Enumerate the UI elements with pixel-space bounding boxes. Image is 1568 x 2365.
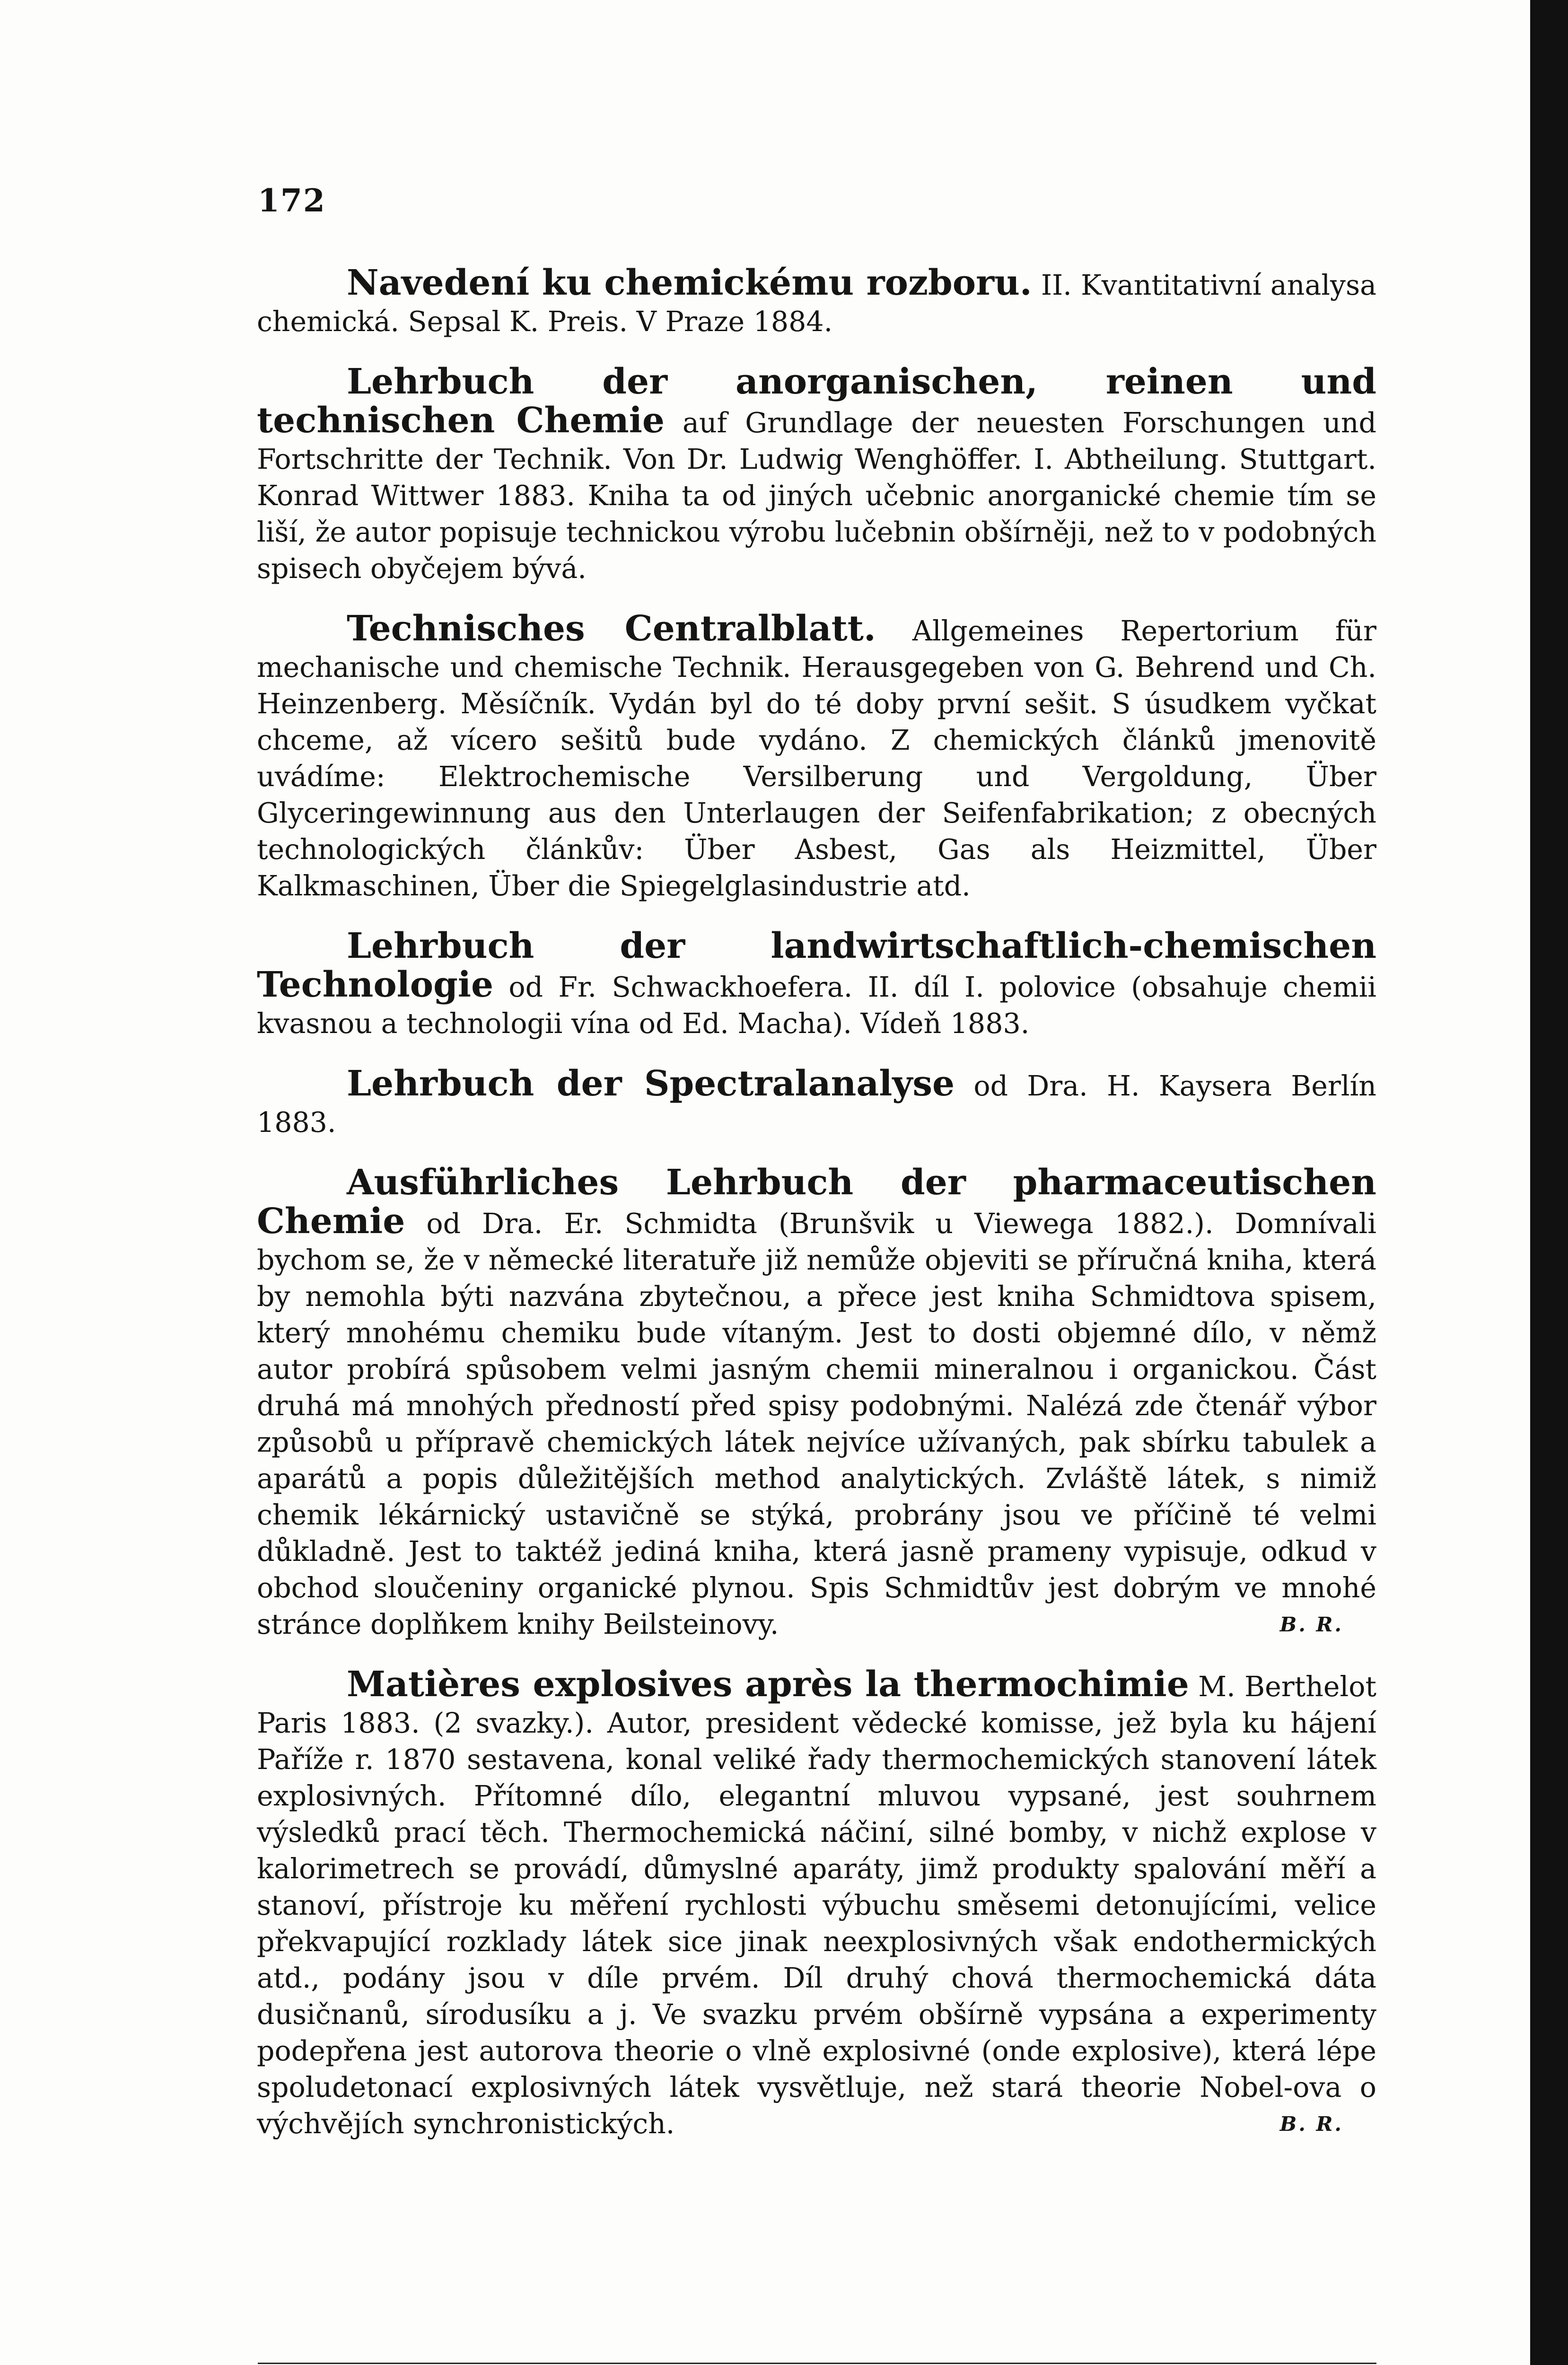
review-entry <box>257 1063 1376 1141</box>
footer-rule <box>258 2363 1376 2364</box>
entry-text: od Dra. Er. Schmidta (Brunšvik u Viewega 1882.). Domnívali bychom se, že v německé literatuře již nemůže objeviti se příručná kniha, která by nemohla býti nazvána zbytečnou, a přece jest kniha Schmidtova spisem, který mnohému chemiku bude vítaným. Jest to dosti objemné dílo, v němž autor probírá spůsobem velmi jasným chemii mineralnou i organickou. Část druhá má mnohých předností před spisy podobnými. Nalézá zde čtenář výbor způsobů u přípravě chemických látek nejvíce užívaných, pak sbírku tabulek a aparátů a popis důležitějších method analytických. Zvláště látek, s nimiž chemik lékárnický ustavičně se stýká, probrány jsou ve příčině té velmi důkladně. Jest to taktéž jediná kniha, která jasně prameny vypisuje, odkud v obchod sloučeniny organické plynou. Spis Schmidtův jest dobrým ve mnohé stránce doplňkem knihy Beilsteinovy. <box>257 1208 1376 1640</box>
review-entry <box>257 608 1376 904</box>
review-entry <box>257 1162 1376 1643</box>
review-entry <box>257 265 1376 340</box>
scan-edge <box>1530 0 1568 2365</box>
entry-title: Technisches Centralblatt. <box>347 608 876 649</box>
entry-title: Navedení ku chemickému rozboru. <box>347 263 1032 303</box>
review-entry <box>257 928 1376 1042</box>
page-number: 172 <box>258 182 326 219</box>
entry-text: M. Berthelot Paris 1883. (2 svazky.). Autor, president vědecké komisse, jež byla ku hájení Paříže r. 1870 sestavena, konal veliké řady thermochemických stanovení látek explosivných. Přítomné dílo, elegantní mluvou vypsané, jest souhrnem výsledků prací těch. Thermochemická náčiní, silné bomby, v nichž explose v kalorimetrech se provádí, důmyslné aparáty, jimž produkty spalování měří a stanoví, přístroje ku měření rychlosti výbuchu směsemi detonujícími, velice překvapující rozklady látek sice jinak neexplosivných však endothermických atd., podány jsou v díle prvém. Díl druhý chová thermochemická dáta dusičnanů, sírodusíku a j. Ve svazku prvém obšírně vypsána a experimenty podepřena jest autorova theorie o vlně explosivné (onde explosive), která lépe spoludetonací explosivných látek vysvětluje, než stará theorie Nobel-ova o výchvějích synchronistických. <box>257 1671 1376 2140</box>
entry-text: II. Kvantitativní analysa chemická. Sepsal K. Preis. V Praze 1884. <box>257 269 1376 338</box>
entry-text: Allgemeines Repertorium für mechanische und chemische Technik. Herausgegeben von G. Behrend und Ch. Heinzenberg. Měsíčník. Vydán byl do té doby první sešit. S úsudkem vyčkat chceme, až vícero sešitů bude vydáno. Z chemických článků jmenovitě uvádíme: Elektrochemische Versilberung und Vergoldung, Über Glyceringewinnung aus den Unterlaugen der Seifenfabrikation; z obecných technologických článkův: Über Asbest, Gas als Heizmittel, Über Kalkmaschinen, Über die Spiegelglasindustrie atd. <box>257 615 1376 902</box>
entry-text: od Fr. Schwackhoefera. II. díl I. polovice (obsahuje chemii kvasnou a technologii vína od Ed. Macha). Vídeň 1883. <box>257 971 1376 1040</box>
entry-text: auf Grundlage der neuesten Forschungen und Fortschritte der Technik. Von Dr. Ludwig Wenghöffer. I. Abtheilung. Stuttgart. Konrad Wittwer 1883. Kniha ta od jiných učebnic anorganické chemie tím se liší, že autor popisuje technickou výrobu lučebnin obšírněji, než to v podobných spisech obyčejem bývá. <box>257 407 1376 585</box>
entry-title: Matières explosives après la thermochimie <box>347 1664 1189 1705</box>
review-entry <box>257 1666 1376 2142</box>
entry-title: Lehrbuch der anorganischen, reinen und technischen Chemie <box>257 361 1376 441</box>
entry-text: od Dra. H. Kaysera Berlín 1883. <box>257 1070 1376 1139</box>
entry-title: Lehrbuch der Spectralanalyse <box>347 1063 955 1104</box>
entry-signature: B. R. <box>1279 1613 1343 1636</box>
entry-title: Ausführliches Lehrbuch der pharmaceutischen Chemie <box>257 1162 1376 1242</box>
review-entry <box>257 361 1376 587</box>
entry-title: Lehrbuch der landwirtschaftlich-chemischen Technologie <box>257 926 1376 1005</box>
entry-signature: B. R. <box>1279 2112 1343 2136</box>
text-column <box>257 265 1376 2166</box>
